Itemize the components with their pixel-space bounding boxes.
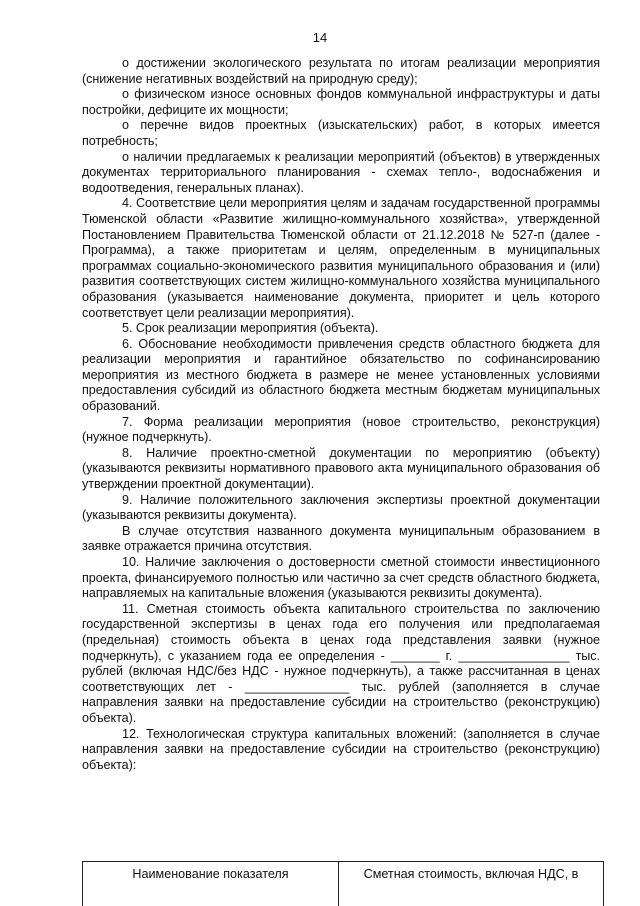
paragraph: 7. Форма реализации мероприятия (новое строительство, реконструкция) (нужное подчеркнуть). — [82, 414, 600, 445]
paragraph: 5. Срок реализации мероприятия (объекта). — [122, 321, 379, 336]
paragraph: 4. Соответствие цели мероприятия целям и задачам государственной программы Тюменской области «Развитие жилищно-коммунального хозяйства», утвержденной Постановлением Правительства Тюменской области от 21.12.2018 № 527-п (далее - Программа), а также приоритетам и целям, определенным в муниципальных программах социально-экономического развития муниципального образования и (или) развития соответствующих систем жилищно-коммунального хозяйства муниципального образования (указывается наименование документа, приоритет и цель которого соответствует цели реализации мероприятия). — [82, 196, 600, 320]
paragraph: 12. Технологическая структура капитальных вложений: (заполняется в случае направления заявки на предоставление субсидии на строительство (реконструкцию) объекта): — [82, 726, 600, 772]
document-body — [82, 56, 600, 773]
paragraph: о перечне видов проектных (изыскательских) работ, в которых имеется потребность; — [82, 118, 600, 148]
paragraph: о наличии предлагаемых к реализации мероприятий (объектов) в утвержденных документах территориального планирования - схемах тепло-, водоснабжения и водоотведения, генеральных планах). — [82, 149, 600, 195]
paragraph: В случае отсутствия названного документа муниципальным образованием в заявке отражается причина отсутствия. — [82, 523, 600, 554]
table-header-indicator: Наименование показателя — [83, 862, 339, 906]
paragraph: о достижении экологического результата по итогам реализации мероприятия (снижение негативных воздействий на природную среду); — [82, 56, 600, 86]
paragraph: 11. Сметная стоимость объекта капитального строительства по заключению государственной экспертизы в ценах года его получения или предполагаемая (предельная) стоимость объекта в ценах года представления заявки (нужное подчеркнуть), с указанием года ее определения - _______ г. ________________ тыс. рублей (включая НДС/без НДС - нужное подчеркнуть), а также рассчитанная в ценах соответствующих лет - _______________ тыс. рублей (заполняется в случае направления заявки на предоставление субсидии на строительство (реконструкцию) объекта). — [82, 601, 600, 725]
paragraph: 6. Обоснование необходимости привлечения средств областного бюджета для реализации мероприятия и гарантийное обязательство по софинансированию мероприятия из местного бюджета в размере не менее установленных условиями предоставления субсидий из областного бюджета местным бюджетам муниципальных образований. — [82, 336, 600, 414]
page-number: 14 — [312, 30, 328, 45]
table-header-cost: Сметная стоимость, включая НДС, в — [363, 867, 579, 881]
paragraph: 9. Наличие положительного заключения экспертизы проектной документации (указываются реквизиты документа). — [82, 492, 600, 523]
capital-investment-table — [82, 861, 604, 906]
paragraph: о физическом износе основных фондов коммунальной инфраструктуры и даты постройки, дефиците их мощности; — [82, 87, 600, 117]
paragraph: 8. Наличие проектно-сметной документации по мероприятию (объекту) (указываются реквизиты нормативного правового акта муниципального образования об утверждении проектной документации). — [82, 445, 600, 492]
paragraph: 10. Наличие заключения о достоверности сметной стоимости инвестиционного проекта, финансируемого полностью или частично за счет средств областного бюджета, направляемых на капитальные вложения (указываются реквизиты документа). — [82, 555, 600, 601]
